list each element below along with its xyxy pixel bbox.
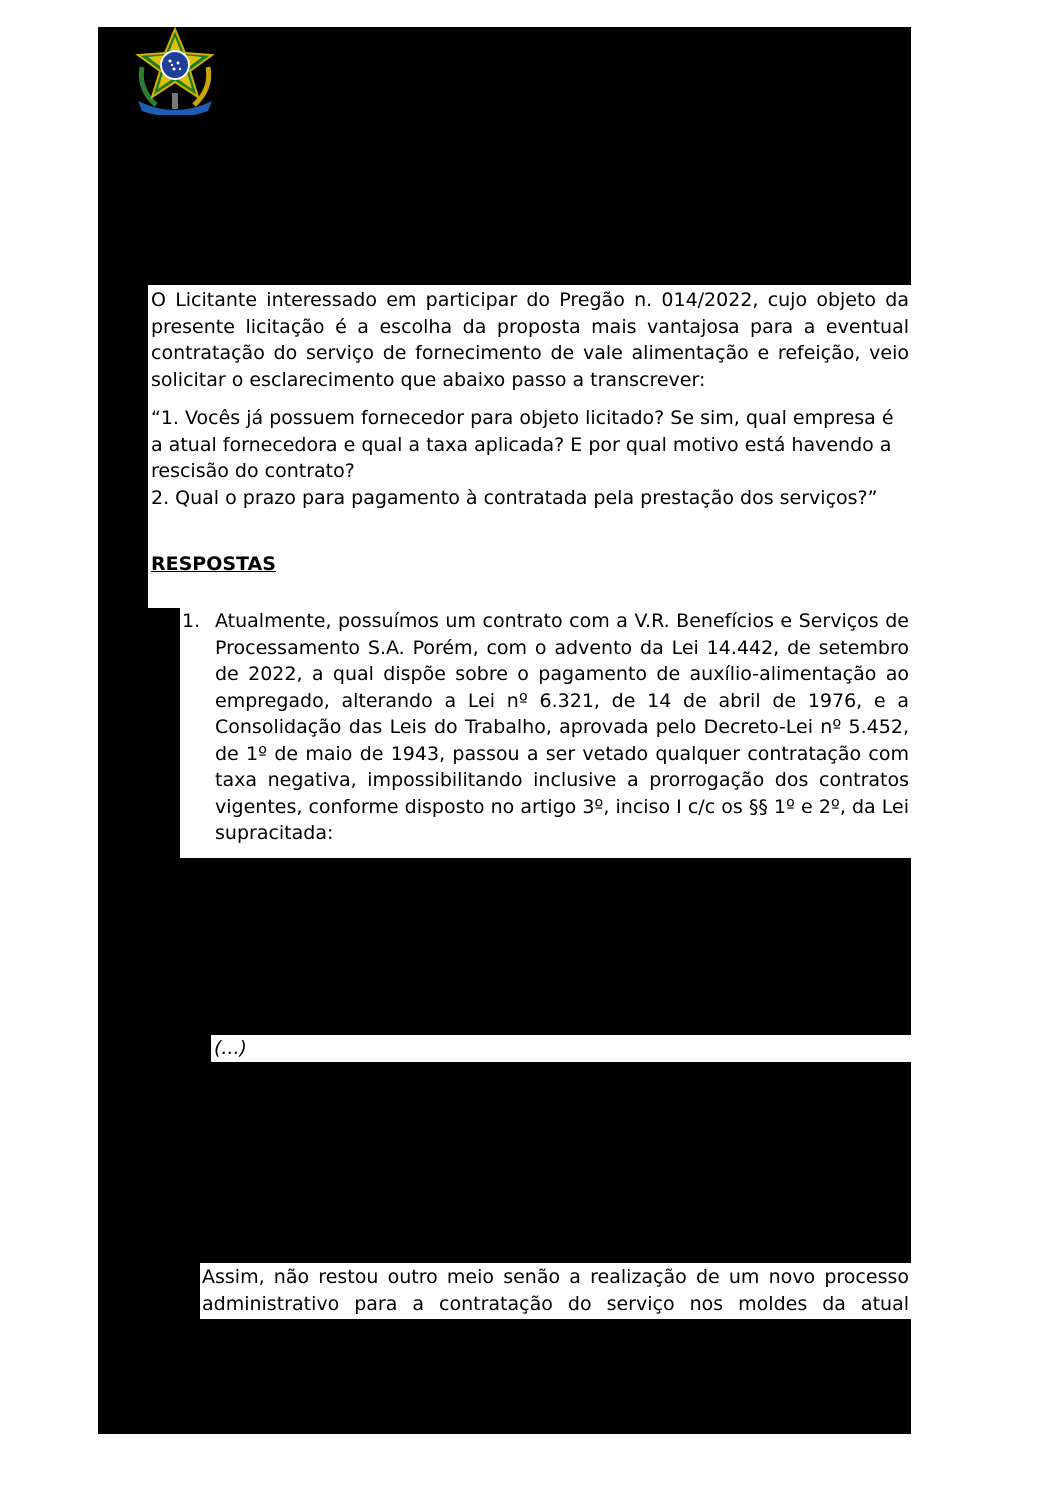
closing-paragraph: Assim, não restou outro meio senão a realização de um novo processo administrativo para a contratação do serviço nos moldes da atual legislação, [200,1263,911,1319]
quoted-question-1: “1. Vocês já possuem fornecedor para objeto licitado? Se sim, qual empresa é a atual fornecedora e qual a taxa aplicada? E por qual motivo está havendo a rescisão do contrato? [151,407,894,482]
intro-paragraph: O Licitante interessado em participar do Pregão n. 014/2022, cujo objeto da presente licitação é a escolha da proposta mais vantajosa para a eventual contratação do serviço de fornecimento de vale alimentação e refeição, veio solicitar o esclarecimento que abaixo passo a transcrever: [151,289,909,391]
response-item-text: Atualmente, possuímos um contrato com a V.R. Benefícios e Serviços de Processamento S.A. Porém, com o advento da Lei 14.442, de setembro de 2022, a qual dispõe sobre o pagamento de auxílio-alimentação ao empregado, alterando a Lei nº 6.321, de 14 de abril de 1976, e a Consolidação das Leis do Trabalho, aprovada pelo Decreto-Lei nº 5.452, de 1º de maio de 1943, passou a ser vetado qualquer contratação com taxa negativa, impossibilitando inclusive a prorrogação dos contratos vigentes, conforme disposto no artigo 3º, inciso I c/c os §§ 1º e 2º, da Lei supracitada: [215,610,909,844]
quoted-question-2: 2. Qual o prazo para pagamento à contratada pela prestação dos serviços?” [151,486,878,509]
ellipsis-text: (...) [211,1035,911,1062]
response-item-number: 1. [182,610,201,632]
intro-text-block [148,285,911,608]
response-item-1 [180,606,911,858]
brazil-coat-of-arms-icon [130,27,220,115]
responses-heading: RESPOSTAS [151,553,276,575]
